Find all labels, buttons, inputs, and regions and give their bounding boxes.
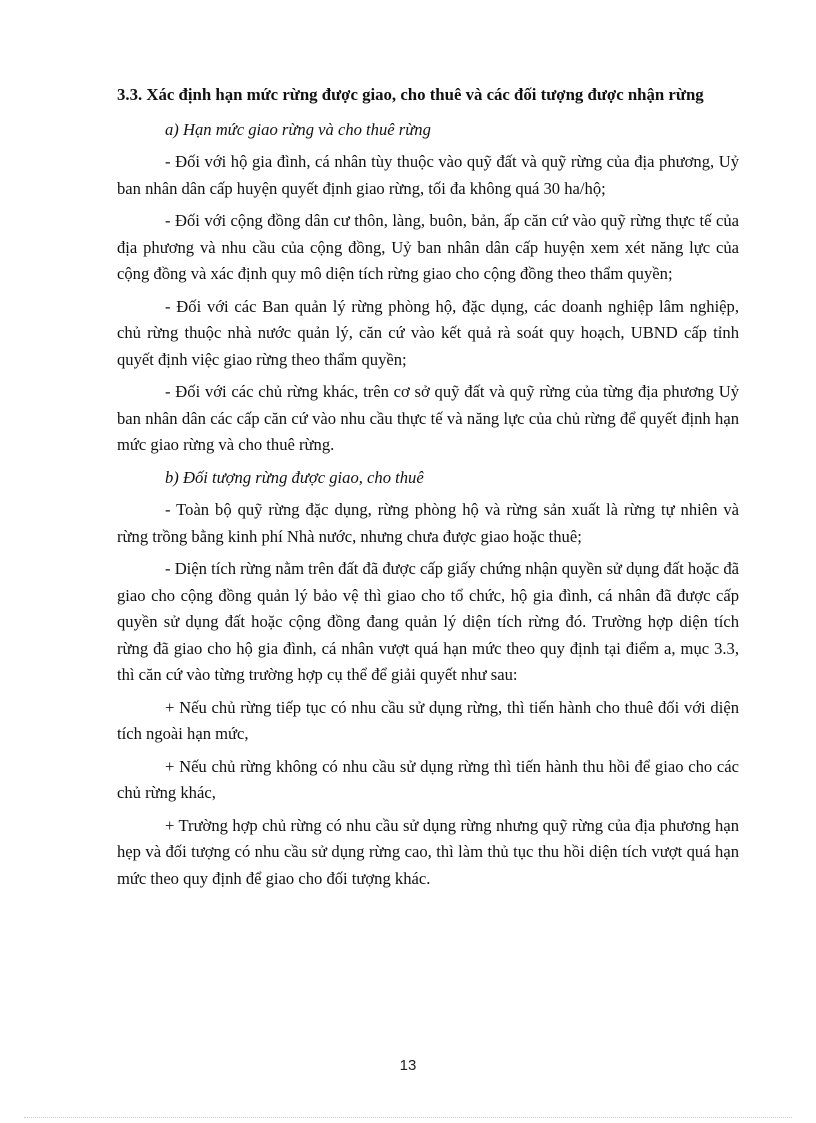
page-content <box>117 82 739 898</box>
footer-divider <box>24 1117 792 1118</box>
paragraph: + Nếu chủ rừng không có nhu cầu sử dụng rừng thì tiến hành thu hồi để giao cho các chủ rừng khác, <box>117 756 739 802</box>
paragraph: - Đối với các Ban quản lý rừng phòng hộ, đặc dụng, các doanh nghiệp lâm nghiệp, chủ rừng thuộc nhà nước quản lý, căn cứ vào kết quả rà soát quy hoạch, UBND cấp tỉnh quyết định việc giao rừng theo thẩm quyền; <box>117 296 739 369</box>
subsection-a-title: a) Hạn mức giao rừng và cho thuê rừng <box>165 119 431 139</box>
paragraph: - Toàn bộ quỹ rừng đặc dụng, rừng phòng hộ và rừng sản xuất là rừng tự nhiên và rừng trồng bằng kinh phí Nhà nước, nhưng chưa được giao hoặc thuê; <box>117 500 739 546</box>
paragraph: - Diện tích rừng nằm trên đất đã được cấp giấy chứng nhận quyền sử dụng đất hoặc đã giao cho cộng đồng quản lý bảo vệ thì giao cho tổ chức, hộ gia đình, cá nhân đã được cấp quyền sử dụng đất hoặc cộng đồng đang quản lý diện tích rừng đó. Trường hợp diện tích rừng đã giao cho hộ gia đình, cá nhân vượt quá hạn mức theo quy định tại điểm a, mục 3.3, thì căn cứ vào từng trường hợp cụ thể để giải quyết như sau: <box>117 559 739 684</box>
paragraph: + Nếu chủ rừng tiếp tục có nhu cầu sử dụng rừng, thì tiến hành cho thuê đối với diện tích ngoài hạn mức, <box>117 697 739 743</box>
paragraph: - Đối với các chủ rừng khác, trên cơ sở quỹ đất và quỹ rừng của từng địa phương Uỷ ban nhân dân các cấp căn cứ vào nhu cầu thực tế và năng lực của chủ rừng để quyết định hạn mức giao rừng và cho thuê rừng. <box>117 382 739 454</box>
section-heading: 3.3. Xác định hạn mức rừng được giao, cho thuê và các đối tượng được nhận rừng <box>117 85 704 104</box>
paragraph: - Đối với cộng đồng dân cư thôn, làng, buôn, bản, ấp căn cứ vào quỹ rừng thực tế của địa phương và nhu cầu của cộng đồng, Uỷ ban nhân dân cấp huyện xem xét năng lực của cộng đồng và xác định quy mô diện tích rừng giao cho cộng đồng theo thẩm quyền; <box>117 211 739 283</box>
subsection-b-title: b) Đối tượng rừng được giao, cho thuê <box>165 467 424 487</box>
page-number: 13 <box>399 1057 417 1074</box>
paragraph: - Đối với hộ gia đình, cá nhân tùy thuộc vào quỹ đất và quỹ rừng của địa phương, Uỷ ban nhân dân cấp huyện quyết định giao rừng, tối đa không quá 30 ha/hộ; <box>117 152 739 198</box>
paragraph: + Trường hợp chủ rừng có nhu cầu sử dụng rừng nhưng quỹ rừng của địa phương hạn hẹp và đối tượng có nhu cầu sử dụng rừng cao, thì làm thủ tục thu hồi diện tích vượt quá hạn mức theo quy định để giao cho đối tượng khác. <box>117 815 739 888</box>
